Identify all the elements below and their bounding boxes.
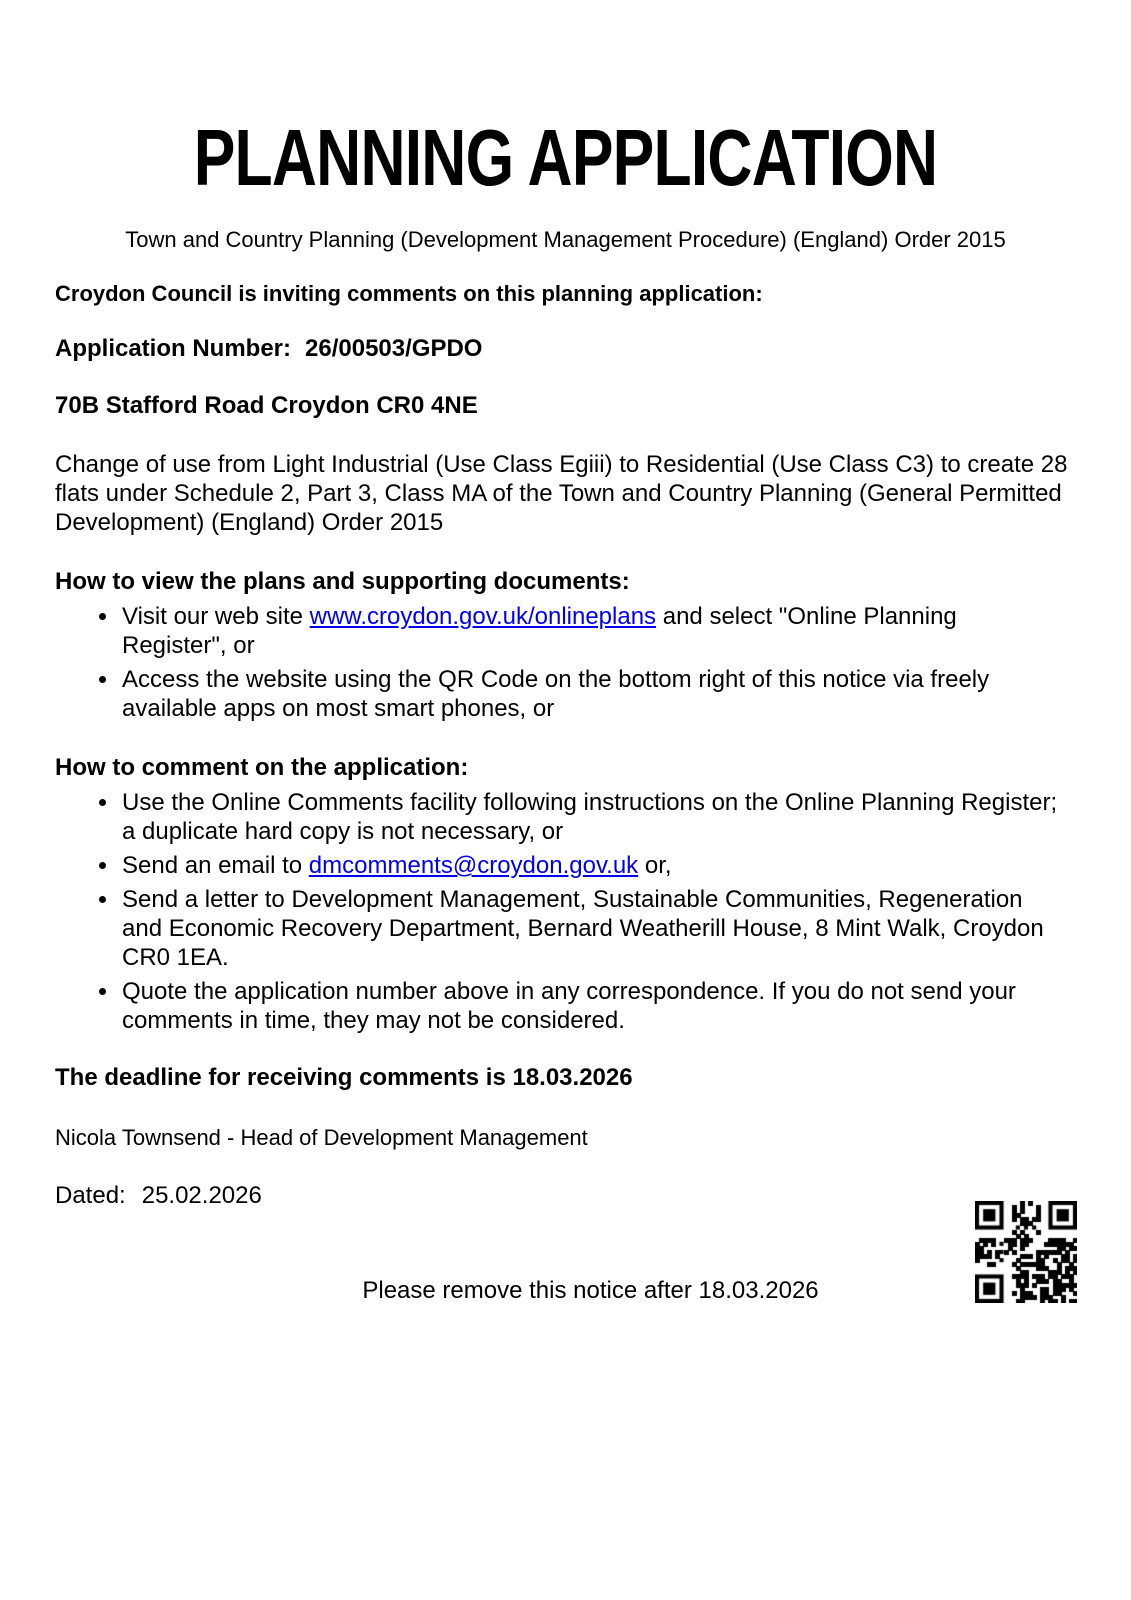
bullet-text: Send an email to: [122, 852, 309, 879]
list-item: [120, 885, 1062, 972]
comments-deadline: The deadline for receiving comments is 18.03.2026: [55, 1064, 633, 1091]
list-item: [120, 788, 1062, 846]
legislation-subtitle: Town and Country Planning (Development Management Procedure) (England) Order 2015: [125, 227, 1006, 252]
intro-line: Croydon Council is inviting comments on this planning application:: [55, 281, 763, 306]
remove-notice-line: Please remove this notice after 18.03.2026: [362, 1277, 819, 1304]
bullet-text: Access the website using the QR Code on the bottom right of this notice via freely available apps on most smart phones, or: [122, 666, 990, 722]
bullet-text: Use the Online Comments facility following instructions on the Online Planning Register; a duplicate hard copy is not necessary, or: [122, 789, 1058, 845]
application-number-label: Application Number:: [55, 335, 292, 362]
signatory-line: Nicola Townsend - Head of Development Management: [55, 1125, 588, 1150]
bullet-text: Visit our web site: [122, 603, 310, 630]
application-number-line: [55, 334, 1076, 363]
comment-section-list: [55, 788, 1076, 1035]
comment-section-heading: How to comment on the application:: [55, 754, 469, 781]
site-address: 70B Stafford Road Croydon CR0 4NE: [55, 392, 478, 419]
page-title: PLANNING APPLICATION: [193, 113, 938, 202]
application-number-value: 26/00503/GPDO: [305, 335, 483, 362]
list-item: [120, 977, 1062, 1035]
list-item: [120, 851, 1062, 880]
proposal-description: Change of use from Light Industrial (Use Class Egiii) to Residential (Use Class C3) to create 28 flats under Schedule 2, Part 3, Class MA of the Town and Country Planning (General Permitted Development) (England) Order 2015: [55, 451, 1068, 536]
bullet-text: Send a letter to Development Management, Sustainable Communities, Regeneration and Economic Recovery Department, Bernard Weatherill House, 8 Mint Walk, Croydon CR0 1EA.: [122, 886, 1044, 971]
onlineplans-link[interactable]: www.croydon.gov.uk/onlineplans: [309, 603, 657, 630]
view-section-list: [55, 602, 1076, 723]
bullet-text: or,: [638, 852, 672, 879]
list-item: [120, 665, 1062, 723]
dated-label: Dated:: [55, 1182, 126, 1209]
view-section-heading: How to view the plans and supporting documents:: [55, 568, 630, 595]
email-link[interactable]: dmcomments@croydon.gov.uk: [308, 852, 639, 879]
bullet-text: and select "Online Planning Register", or: [122, 603, 957, 659]
dated-line: [55, 1181, 1076, 1210]
bullet-text: Quote the application number above in any correspondence. If you do not send your comments in time, they may not be considered.: [122, 978, 1016, 1034]
dated-value: 25.02.2026: [141, 1182, 262, 1209]
list-item: [120, 602, 1062, 660]
